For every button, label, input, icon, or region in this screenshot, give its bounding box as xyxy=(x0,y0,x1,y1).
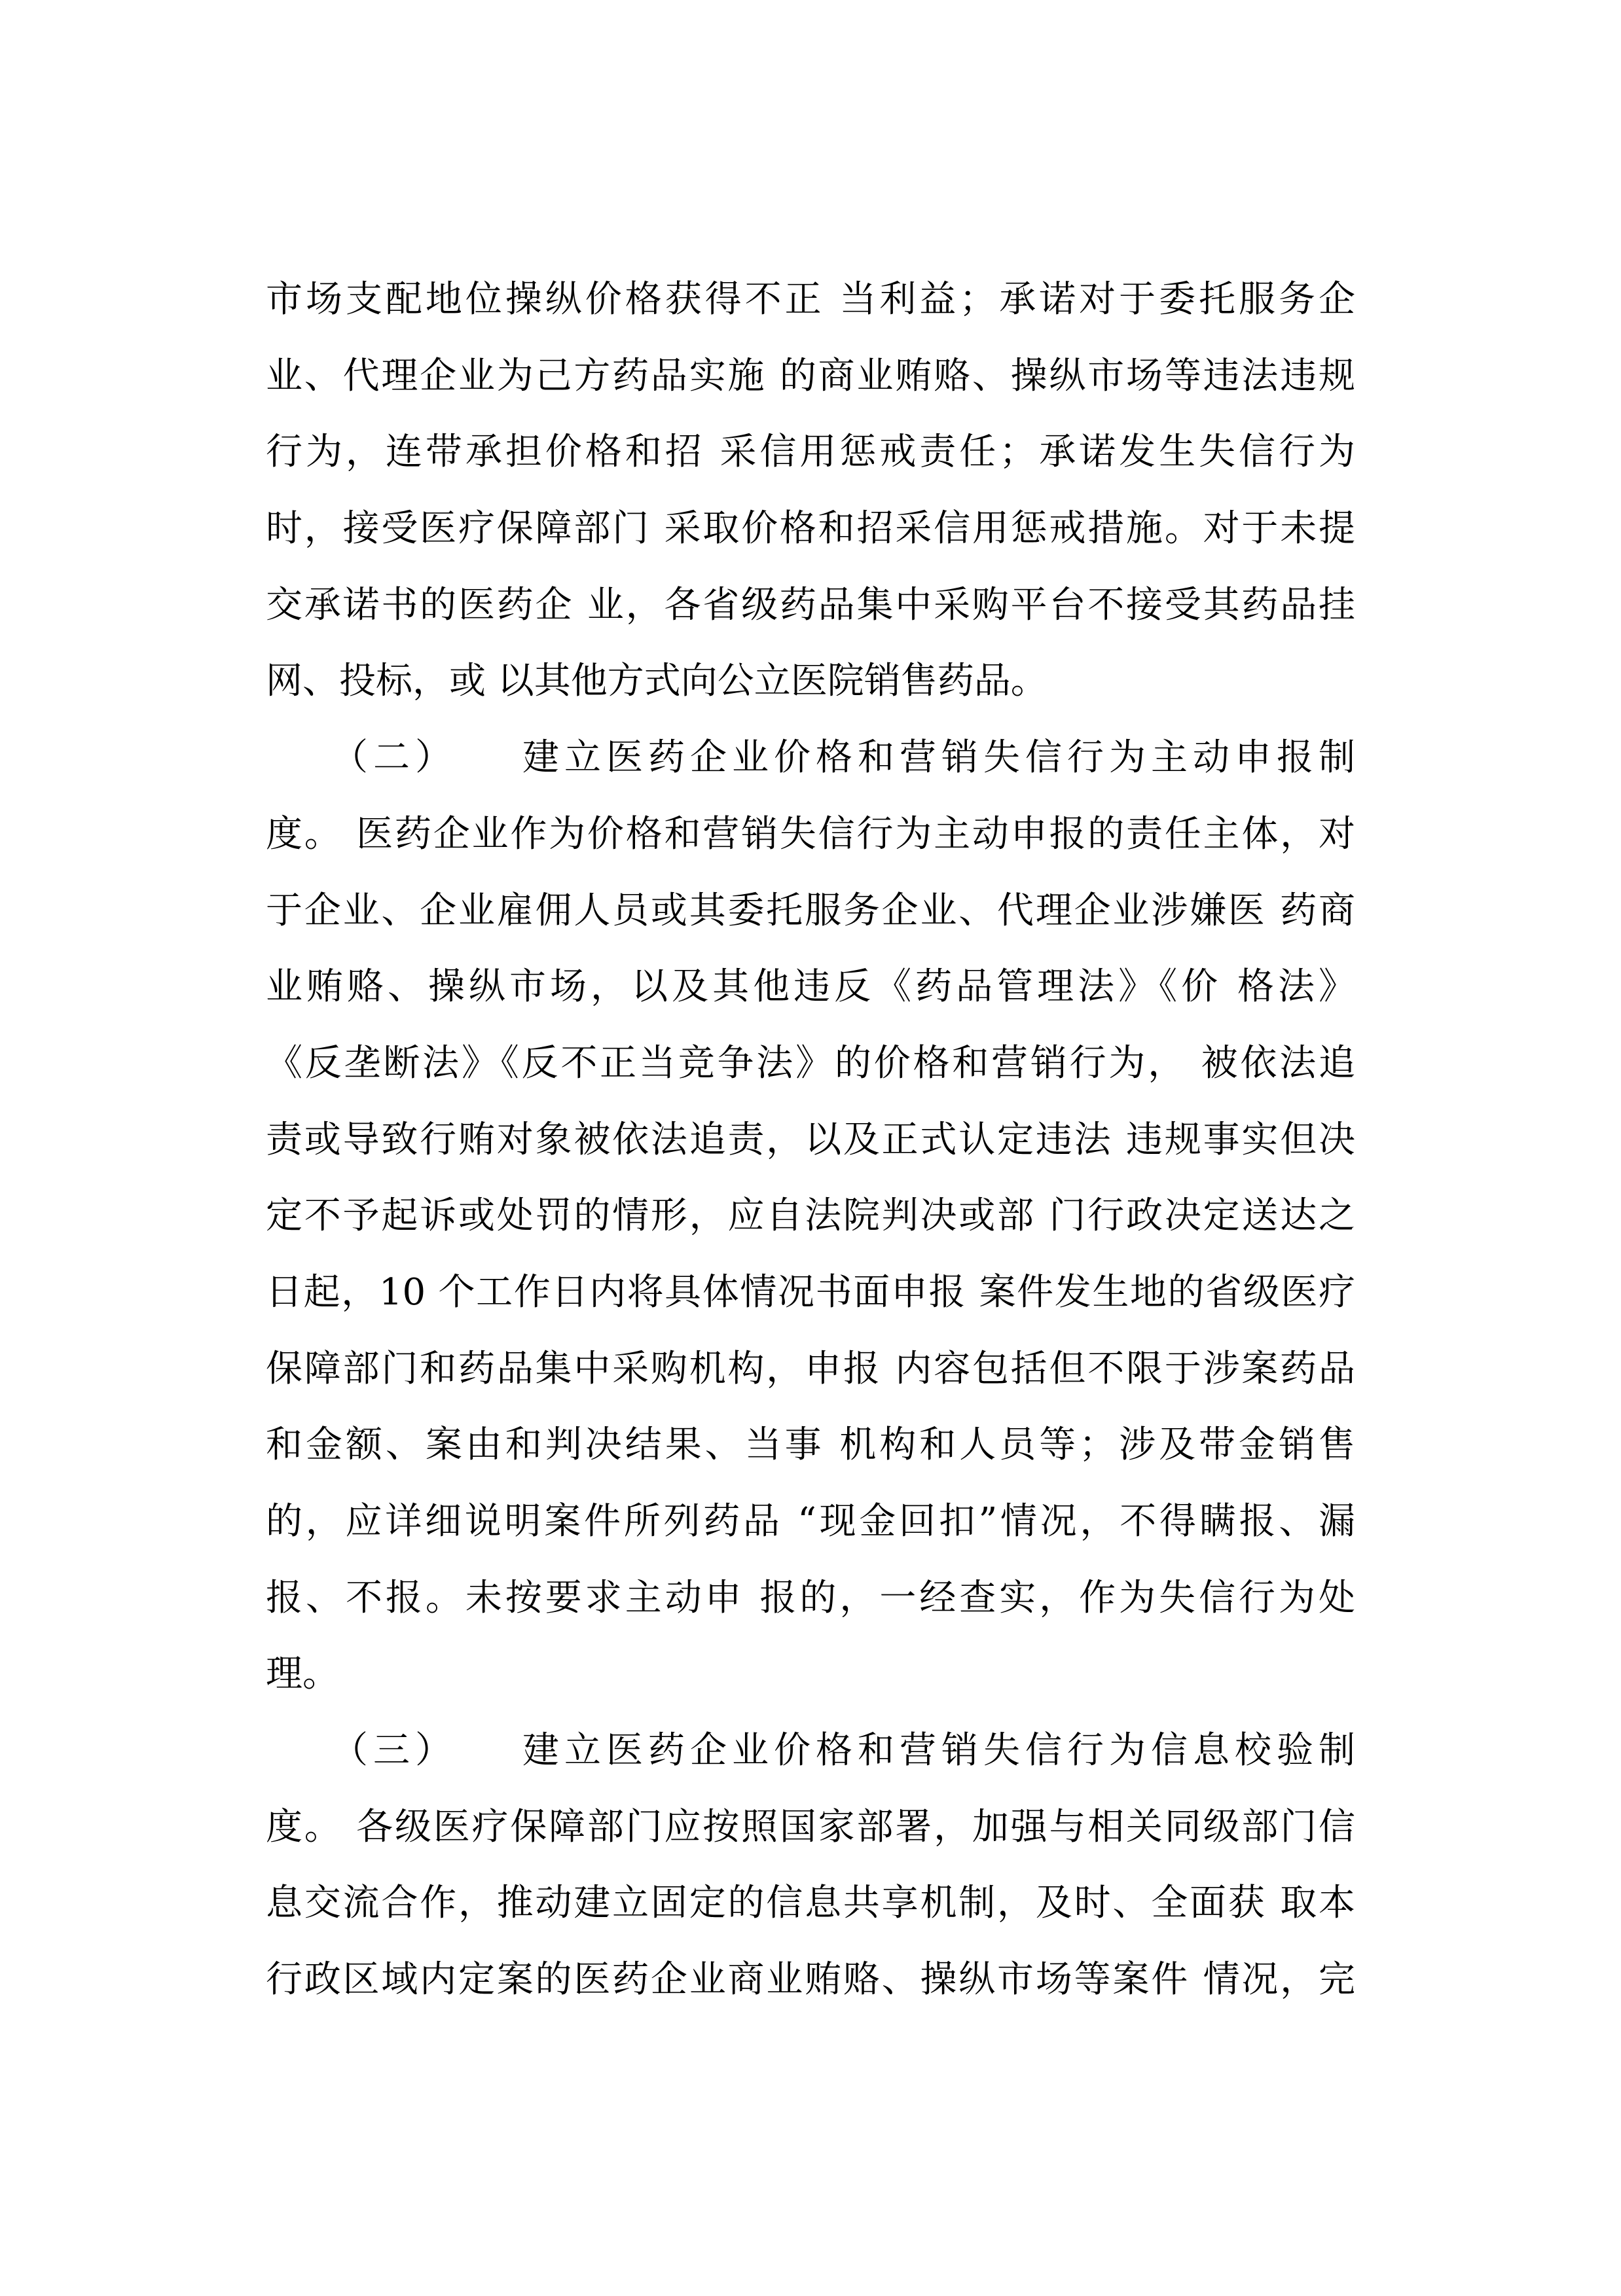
text-line: 市场支配地位操纵价格获得不正 当利益；承诺对于委托服务企 xyxy=(266,278,1355,321)
para-item-3 xyxy=(266,1713,1355,2018)
text-line: 责或导致行贿对象被依法追责，以及正式认定违法 违规事实但决 xyxy=(266,1118,1355,1161)
text-line: 日起，10 个工作日内将具体情况书面申报 案件发生地的省级医疗 xyxy=(266,1270,1356,1314)
text-line: 于企业、企业雇佣人员或其委托服务企业、代理企业涉嫌医 药商 xyxy=(266,889,1355,932)
para-continuation xyxy=(266,262,1355,720)
text-line: 度。 医药企业作为价格和营销失信行为主动申报的责任主体，对 xyxy=(266,812,1355,855)
text-line: 业贿赂、操纵市场，以及其他违反《药品管理法》《价 格法》 xyxy=(266,965,1355,1009)
text-line: 的，应详细说明案件所列药品 “现金回扣”情况，不得瞒报、漏 xyxy=(266,1500,1355,1543)
text-line: 交承诺书的医药企 业，各省级药品集中采购平台不接受其药品挂 xyxy=(266,583,1355,626)
text-line: 息交流合作，推动建立固定的信息共享机制，及时、全面获 取本 xyxy=(266,1882,1355,1925)
text-line: 和金额、案由和判决结果、当事 机构和人员等；涉及带金销售 xyxy=(266,1424,1355,1467)
text-line: （二） 建立医药企业价格和营销失信行为主动申报制 xyxy=(266,736,1355,780)
text-line: 业、代理企业为己方药品实施 的商业贿赂、操纵市场等违法违规 xyxy=(266,354,1355,397)
text-line: 理。 xyxy=(266,1653,339,1696)
text-line: 时，接受医疗保障部门 采取价格和招采信用惩戒措施。对于未提 xyxy=(266,507,1355,550)
text-line: 行为，连带承担价格和招 采信用惩戒责任；承诺发生失信行为 xyxy=(266,431,1355,474)
text-line: 行政区域内定案的医药企业商业贿赂、操纵市场等案件 情况，完 xyxy=(266,1958,1355,2001)
text-line: 保障部门和药品集中采购机构，申报 内容包括但不限于涉案药品 xyxy=(266,1347,1355,1390)
text-line: 定不予起诉或处罚的情形，应自法院判决或部 门行政决定送达之 xyxy=(266,1194,1355,1238)
document-text-block xyxy=(266,262,1355,2018)
text-line: 报、不报。未按要求主动申 报的，一经查实，作为失信行为处 xyxy=(266,1576,1355,1619)
para-item-2 xyxy=(266,720,1355,1713)
text-line: （三） 建立医药企业价格和营销失信行为信息校验制 xyxy=(266,1729,1355,1772)
text-line: 网、投标，或 以其他方式向公立医院销售药品。 xyxy=(266,660,1047,703)
text-line: 《反垄断法》《反不正当竞争法》的价格和营销行为， 被依法追 xyxy=(266,1041,1355,1085)
text-line: 度。 各级医疗保障部门应按照国家部署，加强与相关同级部门信 xyxy=(266,1805,1355,1848)
